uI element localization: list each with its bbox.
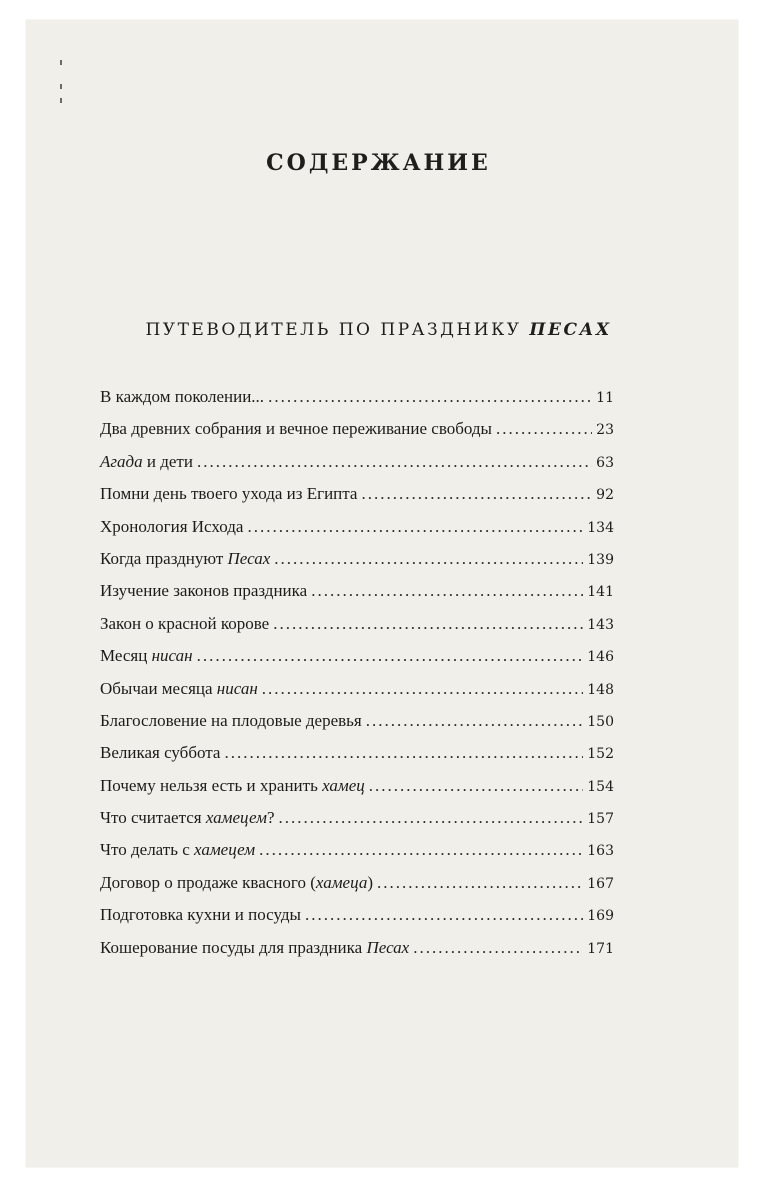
toc-entry-title bbox=[100, 711, 362, 731]
toc-entry-title-text: Обычаи месяца bbox=[100, 678, 217, 698]
margin-marks bbox=[60, 60, 64, 110]
toc-entry-title bbox=[100, 387, 264, 407]
toc-page-number: 163 bbox=[587, 843, 614, 860]
toc-page-number: 171 bbox=[587, 940, 614, 957]
toc-entry-title-text: Изучение законов праздника bbox=[100, 581, 308, 601]
dot-leader bbox=[279, 808, 584, 828]
toc-entry-title-emphasis: хамецем bbox=[205, 808, 267, 828]
toc-entry-title-text: Помни день твоего ухода из Египта bbox=[100, 484, 358, 504]
toc-entry-title-emphasis: Песах bbox=[366, 937, 410, 957]
toc-entry[interactable] bbox=[100, 679, 614, 711]
toc-page-number: 11 bbox=[596, 390, 614, 406]
toc-page-number: 92 bbox=[596, 487, 614, 504]
dot-leader bbox=[197, 646, 584, 666]
toc-entry[interactable] bbox=[100, 776, 614, 808]
dot-leader bbox=[274, 549, 583, 569]
toc-entry-title-text: Когда празднуют bbox=[100, 548, 228, 568]
toc-page-number: 169 bbox=[587, 908, 614, 925]
toc-entry-title-emphasis: нисан bbox=[151, 646, 193, 666]
toc-page-number: 134 bbox=[587, 519, 614, 536]
dot-leader bbox=[247, 517, 583, 537]
toc-entry[interactable] bbox=[100, 711, 614, 743]
toc-entry[interactable] bbox=[100, 614, 614, 646]
section-title bbox=[0, 320, 757, 340]
toc-entry-title bbox=[100, 614, 269, 634]
toc-entry[interactable] bbox=[100, 743, 614, 775]
toc-entry-title-text: Благословение на плодовые деревья bbox=[100, 710, 362, 730]
toc-entry[interactable] bbox=[100, 905, 614, 937]
toc-entry-title bbox=[100, 549, 270, 569]
toc-entry-title-emphasis: нисан bbox=[216, 678, 258, 698]
toc-entry-title bbox=[100, 873, 373, 893]
toc-entry-title bbox=[100, 646, 193, 666]
toc-entry-title bbox=[100, 840, 255, 860]
toc-entry-title-text: Великая суббота bbox=[100, 743, 221, 763]
dot-leader bbox=[305, 905, 583, 925]
dot-leader bbox=[268, 387, 592, 407]
table-of-contents bbox=[100, 387, 614, 970]
toc-entry-title-text: Кошерование посуды для праздника bbox=[100, 937, 367, 957]
toc-entry[interactable] bbox=[100, 484, 614, 516]
dot-leader bbox=[369, 776, 583, 796]
toc-page-number: 23 bbox=[596, 422, 614, 439]
dot-leader bbox=[262, 679, 584, 699]
toc-entry-title-tail: ) bbox=[367, 872, 373, 892]
toc-page-number: 150 bbox=[587, 713, 614, 730]
toc-entry-title bbox=[100, 938, 409, 958]
dot-leader bbox=[413, 938, 583, 958]
dot-leader bbox=[197, 452, 592, 472]
toc-entry-title bbox=[100, 452, 193, 472]
toc-page-number: 143 bbox=[587, 616, 614, 633]
toc-entry-title-text: Подготовка кухни и посуды bbox=[100, 905, 301, 925]
toc-page-number: 167 bbox=[587, 875, 614, 892]
toc-entry[interactable] bbox=[100, 419, 614, 451]
toc-entry[interactable] bbox=[100, 840, 614, 872]
toc-page-number: 157 bbox=[587, 811, 614, 828]
dot-leader bbox=[259, 840, 583, 860]
toc-entry[interactable] bbox=[100, 808, 614, 840]
toc-entry[interactable] bbox=[100, 387, 614, 419]
toc-entry-title-emphasis: Песах bbox=[227, 548, 271, 568]
toc-entry[interactable] bbox=[100, 517, 614, 549]
toc-entry-title bbox=[100, 419, 492, 439]
toc-entry-title-text: Что делать с bbox=[100, 840, 195, 860]
toc-entry[interactable] bbox=[100, 938, 614, 970]
toc-entry[interactable] bbox=[100, 646, 614, 678]
toc-entry-title-text: Договор о продаже квасного ( bbox=[100, 872, 316, 892]
toc-page-number: 152 bbox=[587, 746, 614, 763]
toc-entry[interactable] bbox=[100, 549, 614, 581]
dot-leader bbox=[311, 581, 583, 601]
toc-entry-title-emphasis: Агада bbox=[100, 451, 143, 471]
toc-entry-title-tail: и дети bbox=[142, 451, 193, 471]
dot-leader bbox=[366, 711, 584, 731]
toc-entry-title-emphasis: хамецем bbox=[194, 840, 256, 860]
toc-entry-title-text: Месяц bbox=[100, 646, 152, 666]
toc-entry[interactable] bbox=[100, 873, 614, 905]
toc-entry[interactable] bbox=[100, 452, 614, 484]
toc-page-number: 63 bbox=[596, 454, 614, 471]
toc-entry-title-text: Почему нельзя есть и хранить bbox=[100, 775, 323, 795]
dot-leader bbox=[273, 614, 583, 634]
toc-entry-title-emphasis: хамец bbox=[322, 775, 365, 795]
toc-entry-title bbox=[100, 776, 365, 796]
page-title: СОДЕРЖАНИЕ bbox=[266, 150, 491, 176]
toc-entry-title-text: Что считается bbox=[100, 808, 206, 828]
toc-page-number: 139 bbox=[587, 551, 614, 568]
toc-entry[interactable] bbox=[100, 581, 614, 613]
dot-leader bbox=[224, 743, 583, 763]
toc-page-number: 154 bbox=[587, 778, 614, 795]
dot-leader bbox=[377, 873, 583, 893]
toc-page-number: 148 bbox=[587, 681, 614, 698]
dot-leader bbox=[496, 419, 592, 439]
toc-entry-title-tail: ? bbox=[266, 808, 275, 828]
section-title-text: ПУТЕВОДИТЕЛЬ ПО ПРАЗДНИКУ bbox=[145, 320, 530, 340]
toc-entry-title-text: В каждом поколении... bbox=[100, 387, 265, 406]
section-title-emphasis: ПЕСАХ bbox=[529, 320, 612, 340]
toc-entry-title bbox=[100, 679, 258, 699]
toc-entry-title bbox=[100, 743, 220, 763]
toc-page-number: 141 bbox=[587, 584, 614, 601]
toc-entry-title-text: Два древних собрания и вечное переживание свободы bbox=[100, 419, 492, 439]
toc-entry-title bbox=[100, 905, 301, 925]
toc-entry-title bbox=[100, 484, 357, 504]
toc-entry-title bbox=[100, 517, 243, 537]
toc-entry-title-text: Хронология Исхода bbox=[100, 516, 244, 536]
dot-leader bbox=[361, 484, 592, 504]
toc-entry-title bbox=[100, 581, 307, 601]
toc-entry-title-emphasis: хамеца bbox=[315, 872, 368, 892]
toc-page-number: 146 bbox=[587, 649, 614, 666]
toc-entry-title-text: Закон о красной корове bbox=[100, 613, 270, 633]
toc-entry-title bbox=[100, 808, 275, 828]
